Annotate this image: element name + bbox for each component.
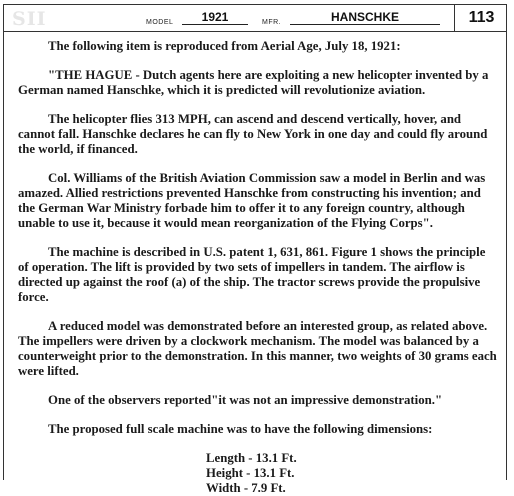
intro-paragraph: The following item is reproduced from Aerial Age, July 18, 1921: [48,39,401,53]
patent-paragraph: The machine is described in U.S. patent 1, 631, 861. Figure 1 shows the principle of operation. The lift is provided by two sets of impellers in tandem. The airflow is directed up against the roof (a) of the ship. The tractor screws provide the propulsive force. [18,245,486,304]
dimensions-list [200,451,316,496]
dimensions-intro-paragraph: The proposed full scale machine was to have the following dimensions: [48,422,433,436]
dimension-width: Width - 7.9 Ft. [206,481,286,495]
quote-paragraph-3: Col. Williams of the British Aviation Commission saw a model in Berlin and was amazed. Allied restrictions prevented Hanschke from constructing his invention; and the German War Ministry forbade him to offer it to any foreign country, although unable to use it, because it would mean reorganization of the Flying Corps". [18,171,486,230]
model-value: 1921 [182,11,248,25]
card-header [4,5,507,32]
dimension-height: Height - 13.1 Ft. [206,466,295,480]
model-demo-paragraph: A reduced model was demonstrated before an interested group, as related above. The impellers were driven by a clockwork mechanism. The model was balanced by a counterweight prior to the demonstration. In this manner, two weights of 30 grams each were lifted. [18,319,497,378]
document-body [18,39,498,496]
quote-paragraph-2: The helicopter flies 313 MPH, can ascend and descend vertically, hover, and cannot fall. Hanschke declares he can fly to New York in one day and could fly around the world, if financed. [18,112,488,156]
quote-paragraph-1: "THE HAGUE - Dutch agents here are exploiting a new helicopter invented by a German named Hanschke, which it is predicted will revolutionize aviation. [18,68,489,97]
mfr-label: MFR. [262,19,282,26]
page-number: 113 [454,5,508,31]
model-label: MODEL [146,19,174,26]
observer-paragraph: One of the observers reported"it was not an impressive demonstration." [48,393,443,407]
mfr-value: HANSCHKE [290,11,440,25]
document-card [3,4,507,495]
dimension-length: Length - 13.1 Ft. [206,451,297,465]
watermark: SII [12,8,47,30]
